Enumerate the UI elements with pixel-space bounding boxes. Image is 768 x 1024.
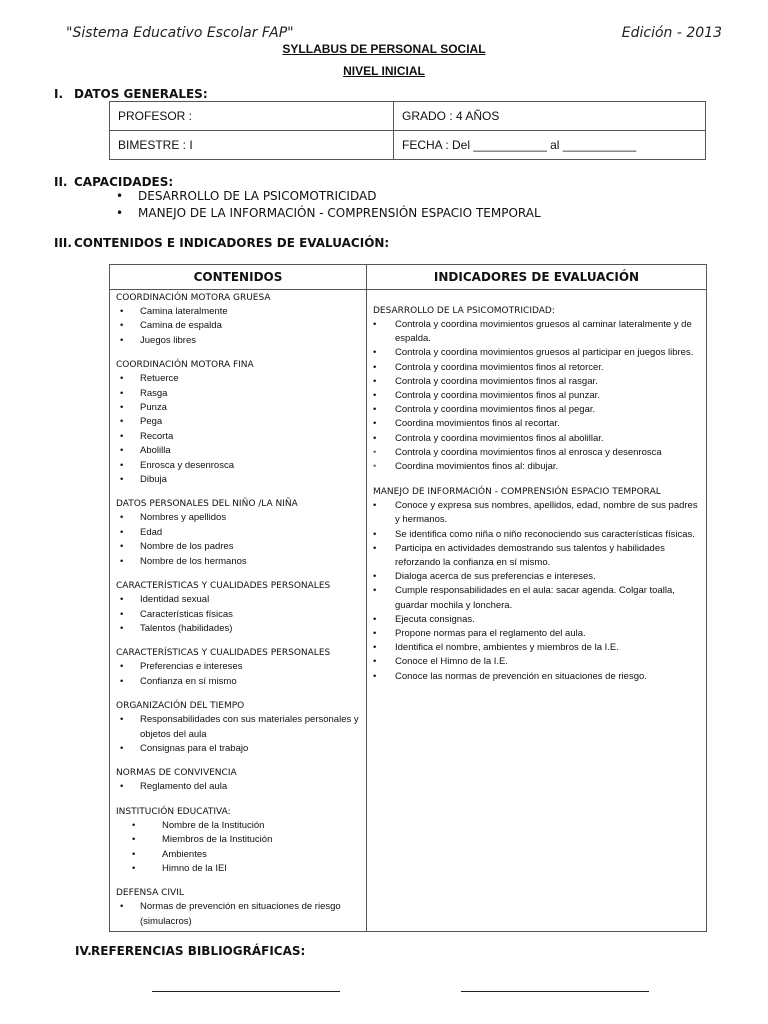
contenido-item: • Confianza en sí mismo <box>116 675 362 689</box>
contenido-item: • Características físicas <box>116 608 362 622</box>
section-title: DATOS GENERALES: <box>74 87 208 101</box>
capacidades-list <box>116 189 541 223</box>
column-header-contenidos: CONTENIDOS <box>110 265 366 290</box>
contenido-item: • Reglamento del aula <box>116 780 362 794</box>
contenido-item: • Nombres y apellidos <box>116 511 362 525</box>
contenido-item: • Consignas para el trabajo <box>116 742 362 756</box>
fecha-cell: FECHA : Del ___________ al ___________ <box>394 131 706 160</box>
section-datos-generales <box>54 87 208 101</box>
indicador-item: • Ejecuta consignas. <box>373 613 703 627</box>
spacer <box>116 636 362 647</box>
indicador-item: • Controla y coordina movimientos gruesos al caminar lateralmente y de espalda. <box>373 318 703 346</box>
list-item: • MANEJO DE LA INFORMACIÓN - COMPRENSIÓN ESPACIO TEMPORAL <box>116 206 541 220</box>
header-edition: Edición - 2013 <box>621 25 722 41</box>
contenido-item: • Nombre de la Institución <box>116 819 362 833</box>
indicador-item: • Coordina movimientos finos al: dibujar. <box>373 460 703 474</box>
contenido-item: • Responsabilidades con sus materiales personales y objetos del aula <box>116 713 362 742</box>
spacer <box>116 876 362 887</box>
indicador-item: • Participa en actividades demostrando sus talentos y habilidades reforzando la confianza en sí mismo. <box>373 542 703 570</box>
contenido-item: • Himno de la IEI <box>116 862 362 876</box>
contenido-item: • Nombre de los hermanos <box>116 555 362 569</box>
spacer <box>116 689 362 700</box>
list-item: • DESARROLLO DE LA PSICOMOTRICIDAD <box>116 189 377 203</box>
contenido-group-title: DATOS PERSONALES DEL NIÑO /LA NIÑA <box>116 499 298 510</box>
document-header <box>66 25 722 41</box>
bullet-icon: • <box>116 206 124 220</box>
indicador-item: • Controla y coordina movimientos finos al enrosca y desenrosca <box>373 446 703 460</box>
indicador-item: • Conoce el Himno de la I.E. <box>373 655 703 669</box>
contenido-item: • Talentos (habilidades) <box>116 622 362 636</box>
indicador-item: • Controla y coordina movimientos finos al punzar. <box>373 389 703 403</box>
indicador-item: • Controla y coordina movimientos finos al abolillar. <box>373 432 703 446</box>
document-subtitle: NIVEL INICIAL <box>343 64 425 78</box>
indicador-item: • Dialoga acerca de sus preferencias e intereses. <box>373 570 703 584</box>
contenido-item: • Ambientes <box>116 848 362 862</box>
indicador-group-title: DESARROLLO DE LA PSICOMOTRICIDAD: <box>373 306 555 316</box>
indicador-item: • Controla y coordina movimientos finos al retorcer. <box>373 361 703 375</box>
grado-cell: GRADO : 4 AÑOS <box>394 102 706 131</box>
indicador-item: • Controla y coordina movimientos gruesos al participar en juegos libres. <box>373 346 703 360</box>
section-title: CONTENIDOS E INDICADORES DE EVALUACIÓN: <box>74 236 390 250</box>
contenido-group-title: COORDINACIÓN MOTORA GRUESA <box>116 293 271 303</box>
column-header-indicadores: INDICADORES DE EVALUACIÓN <box>367 265 706 290</box>
contenido-item: • Edad <box>116 526 362 540</box>
indicador-item: • Controla y coordina movimientos finos al pegar. <box>373 403 703 417</box>
indicador-item: • Identifica el nombre, ambientes y miembros de la I.E. <box>373 641 703 655</box>
contenido-group-title: CARACTERÍSTICAS Y CUALIDADES PERSONALES <box>116 581 331 592</box>
contenido-item: • Rasga <box>116 387 362 401</box>
indicador-item: • Se identifica como niña o niño reconociendo sus características físicas. <box>373 528 703 542</box>
contenido-item: • Juegos libres <box>116 334 362 348</box>
profesor-cell: PROFESOR : <box>110 102 394 131</box>
section-title: REFERENCIAS BIBLIOGRÁFICAS: <box>91 944 306 958</box>
indicador-item: • Conoce las normas de prevención en situaciones de riesgo. <box>373 670 703 684</box>
section-number: III. <box>54 236 72 250</box>
spacer <box>116 756 362 767</box>
contenido-item: • Normas de prevención en situaciones de riesgo (simulacros) <box>116 900 362 929</box>
spacer <box>116 569 362 580</box>
contenido-item: • Abolilla <box>116 444 362 458</box>
contenido-item: • Miembros de la Institución <box>116 833 362 847</box>
section-number: I. <box>54 87 64 101</box>
indicador-item: • Propone normas para el reglamento del aula. <box>373 627 703 641</box>
header-school-name: "Sistema Educativo Escolar FAP" <box>66 25 294 41</box>
section-referencias <box>75 944 305 958</box>
contenidos-column <box>116 292 362 929</box>
spacer <box>116 487 362 498</box>
contenido-item: • Enrosca y desenrosca <box>116 459 362 473</box>
section-title: CAPACIDADES: <box>74 175 174 189</box>
spacer <box>116 348 362 359</box>
indicador-item: • Coordina movimientos finos al recortar. <box>373 417 703 431</box>
indicador-item: • Cumple responsabilidades en el aula: sacar agenda. Colgar toalla, guardar mochila y lonchera. <box>373 584 703 612</box>
indicadores-column <box>373 305 703 684</box>
contenido-group-title: DEFENSA CIVIL <box>116 888 184 899</box>
section-capacidades <box>54 175 173 189</box>
contenido-item: • Punza <box>116 401 362 415</box>
signature-line-right <box>461 991 649 992</box>
section-number: II. <box>54 175 68 189</box>
indicador-item: • Controla y coordina movimientos finos al rasgar. <box>373 375 703 389</box>
indicador-group-title: MANEJO DE INFORMACIÓN - COMPRENSIÓN ESPACIO TEMPORAL <box>373 487 661 498</box>
signature-line-left <box>152 991 340 992</box>
column-divider <box>366 265 367 931</box>
contenido-item: • Recorta <box>116 430 362 444</box>
contenido-group-title: ORGANIZACIÓN DEL TIEMPO <box>116 701 245 712</box>
bullet-icon: • <box>116 189 124 203</box>
spacer <box>373 474 703 486</box>
contenido-group-title: INSTITUCIÓN EDUCATIVA: <box>116 806 231 817</box>
bimestre-cell: BIMESTRE : I <box>110 131 394 160</box>
contenido-group-title: COORDINACIÓN MOTORA FINA <box>116 360 254 371</box>
indicador-item: • Conoce y expresa sus nombres, apellidos, edad, nombre de sus padres y hermanos. <box>373 499 703 527</box>
spacer <box>116 795 362 806</box>
document-title: SYLLABUS DE PERSONAL SOCIAL <box>282 42 486 56</box>
contenido-group-title: NORMAS DE CONVIVENCIA <box>116 768 237 779</box>
contenido-item: • Nombre de los padres <box>116 540 362 554</box>
contenido-item: • Pega <box>116 415 362 429</box>
contenido-item: • Camina de espalda <box>116 319 362 333</box>
contenido-item: • Preferencias e intereses <box>116 660 362 674</box>
section-contenidos <box>54 236 389 250</box>
contenidos-indicadores-table <box>109 264 707 932</box>
contenido-item: • Dibuja <box>116 473 362 487</box>
contenido-item: • Retuerce <box>116 372 362 386</box>
contenido-group-title: CARACTERÍSTICAS Y CUALIDADES PERSONALES <box>116 648 331 659</box>
section-number: IV. <box>75 944 92 958</box>
datos-generales-table <box>109 101 706 160</box>
contenido-item: • Camina lateralmente <box>116 305 362 319</box>
contenido-item: • Identidad sexual <box>116 593 362 607</box>
